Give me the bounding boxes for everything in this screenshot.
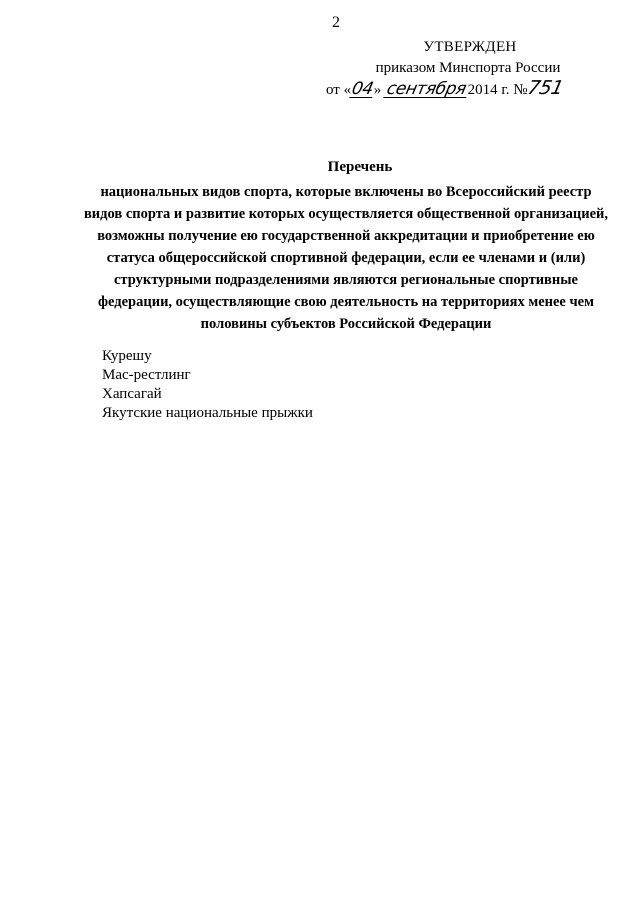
subtitle-line: национальных видов спорта, которые включены во Всероссийский реестр (100, 184, 592, 200)
page-number: 2 (332, 14, 340, 31)
sport-item: Хапсагай (102, 386, 162, 402)
subtitle-line: половины субъектов Российской Федерации (200, 316, 492, 332)
subtitle-line: статуса общероссийской спортивной федерации, если ее членами и (или) (106, 250, 586, 266)
handwritten-order-number: 751 (525, 77, 565, 99)
subtitle-line: возможны получение ею государственной аккредитации и приобретение ею (97, 228, 595, 244)
date-prefix: от « (326, 82, 352, 98)
subtitle-line: структурными подразделениями являются региональные спортивные (114, 272, 578, 288)
sport-item: Якутские национальные прыжки (102, 405, 313, 421)
approval-order-line: приказом Минспорта России (375, 60, 561, 76)
date-mid: » (373, 82, 382, 98)
document-title: Перечень (327, 159, 393, 175)
subtitle-line: видов спорта и развитие которых осуществляется общественной организацией, (83, 206, 609, 222)
document-subtitle (68, 181, 624, 335)
sports-list (102, 347, 313, 423)
subtitle-line: федерации, осуществляющие свою деятельность на территориях менее чем (98, 294, 594, 310)
sport-item: Курешу (102, 348, 152, 364)
approval-stamp: УТВЕРЖДЕН (423, 39, 517, 55)
approval-block (320, 37, 590, 101)
handwritten-month: сентября (384, 79, 468, 99)
approval-date-line (320, 79, 590, 101)
handwritten-day: 04 (350, 79, 375, 99)
year-text: 2014 г. № (467, 82, 528, 98)
sport-item: Мас-рестлинг (102, 367, 191, 383)
